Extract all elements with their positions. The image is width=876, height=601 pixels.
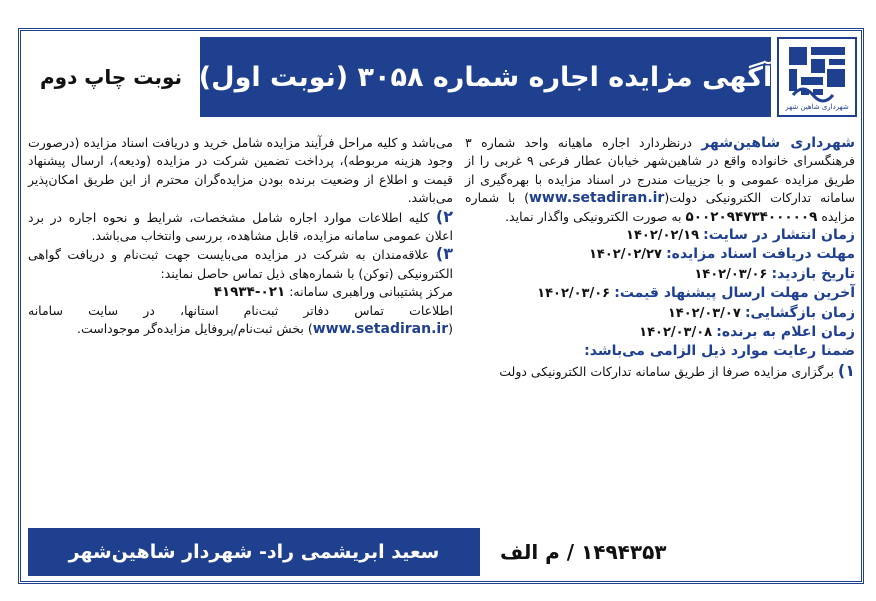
left-column [28,134,453,519]
offices-text-1: اطلاعات تماس دفاتر ثبت‌نام استانها، در سایت سامانه ( [28,302,453,337]
date-row-publish [465,226,855,245]
date-row-documents-deadline [465,245,855,264]
right-column [465,134,855,524]
municipality-emblem-icon [779,39,855,115]
signature-band [28,528,480,576]
logo-caption: شهرداری شاهین شهر [785,103,849,111]
date-value: ۱۴۰۲/۰۲/۱۹ [626,228,700,244]
date-row-winner-announcement [465,323,855,342]
intro-text-1: درنظردارد اجاره ماهیانه واحد شماره ۳ فرهنگسرای خانواده واقع در شاهین‌شهر خیابان عطار فرعی ۹ غربی را از طریق مزایده عمومی و با جزییات مندرج در اسناد مزایده با بهره‌گیری از سامانه تدارکات الکترونیکی دولت( [465,135,855,206]
date-label: زمان بازگشایی: [744,304,855,321]
item-number: ۳) [435,244,453,264]
support-phone: ۰۲۱-۴۱۹۳۴ [213,284,286,301]
date-label: مهلت دریافت اسناد مزایده: [666,246,855,263]
date-value: ۱۴۰۲/۰۳/۰۸ [639,325,713,341]
intro-text-3: به صورت الکترونیکی واگذار نماید. [505,208,686,224]
intro-paragraph [465,134,855,226]
item-text: کلیه اطلاعات موارد اجاره شامل مشخصات، شرایط و نحوه اجاره در برد اعلان عمومی سامانه مزایده، قابل مشاهده، بررسی وانتخاب می‌باشد. [28,209,453,244]
signature-text: سعید ابریشمی راد- شهردار شاهین‌شهر [68,541,440,563]
item-number: ۲) [435,206,453,226]
date-label: آخرین مهلت ارسال پیشنهاد قیمت: [614,285,855,302]
date-label: زمان اعلام به برنده: [716,324,855,341]
setadiran-link[interactable]: www.setadiran.ir [312,321,449,338]
date-value: ۱۴۰۲/۰۲/۲۷ [588,247,662,263]
notice-title: آگهی مزایده اجاره شماره ۳۰۵۸ (نوبت اول) [198,61,773,93]
date-value: ۱۴۰۲/۰۳/۰۶ [694,266,768,282]
condition-item-2 [28,208,453,246]
header-band [200,37,771,117]
date-row-visit [465,265,855,284]
print-round-note: نوبت چاپ دوم [39,65,183,89]
date-value: ۱۴۰۲/۰۳/۰۶ [537,286,611,302]
reference-number: ۱۴۹۴۳۵۳ / م الف [500,540,667,564]
condition-item-1-continued: می‌باشد و کلیه مراحل فرآیند مزایده شامل خرید و دریافت اسناد مزایده (درصورت وجود هزینه مربوطه)، پرداخت تضمین شرکت در مزایده (ودیعه)، ارسال پیشنهاد قیمت و اطلاع از وضعیت برنده بودن مزایده‌گران محترم از این طریق امکان‌پذیر می‌باشد. [28,135,453,206]
auction-number: ۵۰۰۲۰۹۴۷۳۴۰۰۰۰۰۹ [685,208,818,225]
support-center-line [28,283,453,301]
date-row-bid-deadline [465,284,855,303]
item-number: ۱) [837,360,855,380]
intro-text-2: ) با شماره مزایده [465,190,855,224]
offices-contact-paragraph [28,302,453,339]
conditions-title-text: ضمنا رعایت موارد ذیل الزامی می‌باشد: [584,343,855,360]
item-text: برگزاری مزایده صرفا از طریق سامانه تدارکات الکترونیکی دولت [499,363,838,379]
offices-text-2: ) بخش ثبت‌نام/پروفایل مزایده‌گر موجوداست. [76,321,313,337]
municipality-logo [777,37,857,117]
condition-item-3 [28,245,453,283]
condition-item-1 [465,362,855,381]
setadiran-link[interactable]: www.setadiran.ir [528,190,665,207]
date-label: زمان انتشار در سایت: [703,227,855,244]
conditions-title [465,342,855,361]
date-value: ۱۴۰۲/۰۳/۰۷ [667,305,741,321]
support-label: مرکز پشتیبانی وراهبری سامانه: [285,284,453,300]
date-row-opening [465,304,855,323]
intro-brand: شهرداری شاهین‌شهر [701,135,856,151]
item-text: علاقه‌مندان به شرکت در مزایده می‌بایست جهت ثبت‌نام و دریافت گواهی الکترونیکی (توکن) با شماره‌های ذیل تماس حاصل نمایند: [28,247,453,281]
date-label: تاریخ بازدید: [771,265,855,282]
